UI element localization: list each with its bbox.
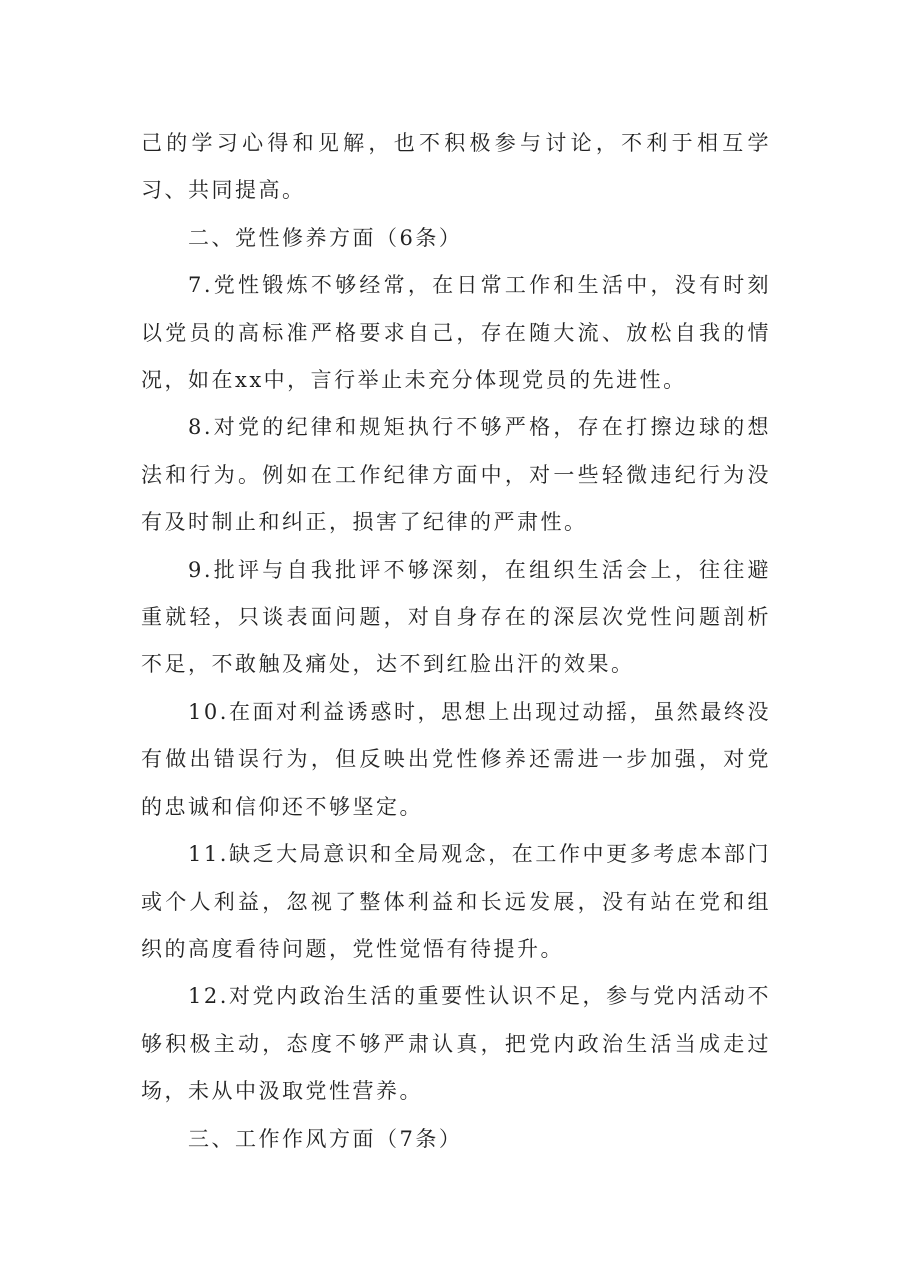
continuation-paragraph: 己的学习心得和见解，也不积极参与讨论，不利于相互学习、共同提高。 — [141, 131, 771, 203]
item-12-paragraph: 12.对党内政治生活的重要性认识不足，参与党内活动不够积极主动，态度不够严肃认真，把党内政治生活当成走过场，未从中汲取党性营养。 — [141, 984, 771, 1104]
item-8-paragraph: 8.对党的纪律和规矩执行不够严格，存在打擦边球的想法和行为。例如在工作纪律方面中，对一些轻微违纪行为没有及时制止和纠正，损害了纪律的严肃性。 — [141, 415, 771, 535]
item-10-paragraph: 10.在面对利益诱惑时，思想上出现过动摇，虽然最终没有做出错误行为，但反映出党性修养还需进一步加强，对党的忠诚和信仰还不够坚定。 — [141, 699, 771, 819]
item-7-paragraph: 7.党性锻炼不够经常，在日常工作和生活中，没有时刻以党员的高标准严格要求自己，存在随大流、放松自我的情况，如在xx中，言行举止未充分体现党员的先进性。 — [141, 273, 771, 393]
section-heading-work-style: 三、工作作风方面（7条） — [188, 1126, 463, 1151]
document-body — [141, 120, 771, 1163]
section-heading-party-cultivation: 二、党性修养方面（6条） — [188, 225, 463, 250]
item-11-paragraph: 11.缺乏大局意识和全局观念，在工作中更多考虑本部门或个人利益，忽视了整体利益和长远发展，没有站在党和组织的高度看待问题，党性觉悟有待提升。 — [141, 842, 771, 961]
item-9-paragraph: 9.批评与自我批评不够深刻，在组织生活会上，往往避重就轻，只谈表面问题，对自身存在的深层次党性问题剖析不足，不敢触及痛处，达不到红脸出汗的效果。 — [141, 557, 771, 677]
